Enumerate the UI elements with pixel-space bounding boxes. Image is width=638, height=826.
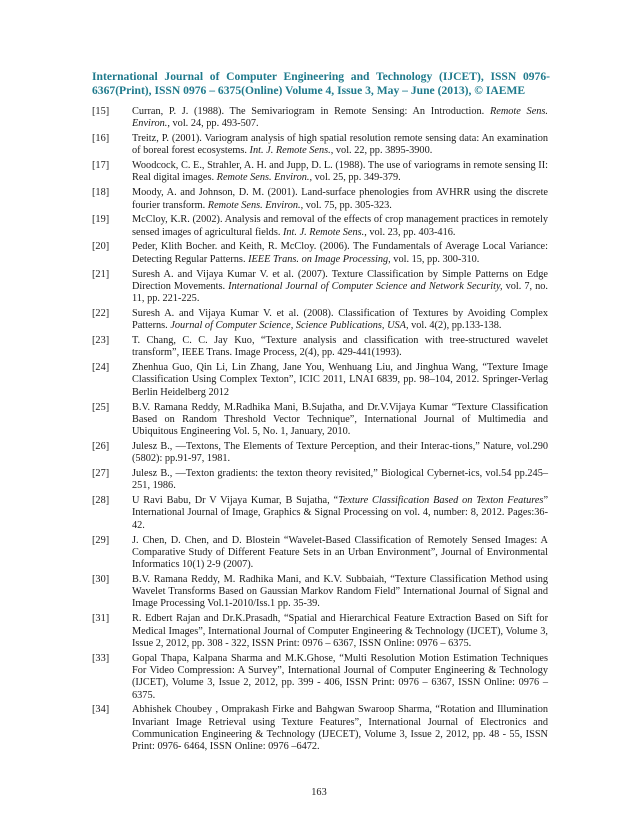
reference-number: [17] — [92, 160, 110, 172]
reference-text — [132, 269, 548, 306]
reference-segment: R. Edbert Rajan and Dr.K.Prasadh, “Spatial and Hierarchical Feature Extraction Based on Sift for Medical Images”, International Journal of Computer Engineering & Technology (IJCET), Volume 3, Issue 2, 2012, pp. 308 - 322, ISSN Print: 0976 – 6367, ISSN Online: 0976 – 6375. — [132, 613, 548, 649]
reference-list — [92, 106, 548, 756]
reference-segment: Treitz, P. (2001). Variogram analysis of high spatial resolution remote sensing data: An examination of boreal forest ecosystems. — [132, 133, 548, 157]
reference-number: [15] — [92, 106, 110, 117]
reference-item — [92, 441, 548, 466]
reference-italic-segment: IEEE Trans. on Image Processing, — [248, 253, 391, 265]
reference-item — [92, 187, 548, 212]
reference-segment: Moody, A. and Johnson, D. M. (2001). Land-surface phenologies from AVHRR using the discrete fourier transform. — [132, 187, 548, 211]
reference-text — [132, 106, 548, 131]
reference-segment: , vol. 23, pp. 403-416. — [364, 226, 456, 238]
reference-segment: vol. 7, no. 11, pp. 221-225. — [132, 280, 548, 305]
reference-number: [20] — [92, 241, 110, 253]
reference-italic-segment: Texture Classification Based on Texton Features — [338, 495, 544, 507]
reference-item — [92, 106, 548, 131]
reference-segment: Abhishek Choubey , Omprakash Firke and Bahgwan Swaroop Sharma, “Rotation and Illumination Invariant Image Retrieval using Texture Features”, International Journal of Electronics and Communication Engineering & Technology (IJECET), Volume 3, Issue 2, 2012, pp. 48 - 55, ISSN Print: 0976- 6464, ISSN Online: 0976 –6472. — [132, 704, 548, 753]
reference-item — [92, 133, 548, 158]
reference-italic-segment: Journal of Computer Science, Science Publications, USA, — [170, 320, 409, 332]
reference-item — [92, 241, 548, 266]
reference-number: [16] — [92, 133, 110, 145]
reference-number: [26] — [92, 440, 110, 452]
reference-segment: vol. 15, pp. 300-310. — [390, 253, 480, 265]
reference-segment: , vol. 75, pp. 305-323. — [300, 199, 392, 211]
reference-segment: T. Chang, C. C. Jay Kuo, “Texture analysis and classification with tree-structured wavelet transform”, IEEE Trans. Image Process, 2(4), pp. 429-441(1993). — [132, 335, 548, 359]
reference-text — [132, 441, 548, 466]
reference-number: [30] — [92, 573, 110, 585]
reference-text — [132, 308, 548, 333]
reference-segment: Gopal Thapa, Kalpana Sharma and M.K.Ghose, “Multi Resolution Motion Estimation Techniques For Video Compression: A Survey”, International Journal of Computer Engineering & Technology (IJCET), Volume 3, Issue 2, 2012, pp. 399 - 406, ISSN Print: 0976 – 6367, ISSN Online: 0976 – 6375. — [132, 652, 548, 701]
reference-number: [19] — [92, 214, 110, 226]
reference-number: [29] — [92, 534, 110, 546]
reference-italic-segment: Int. J. Remote Sens. — [282, 226, 365, 238]
reference-segment: Woodcock, C. E., Strahler, A. H. and Jupp, D. L. (1988). The use of variograms in remote sensing II: Real digital images. — [132, 160, 548, 184]
reference-text — [132, 133, 548, 158]
reference-italic-segment: Remote Sens. Environ. — [207, 199, 301, 211]
reference-text — [132, 214, 548, 239]
reference-text — [132, 613, 548, 650]
reference-number: [34] — [92, 704, 110, 716]
reference-segment: Curran, P. J. (1988). The Semivariogram in Remote Sensing: An Introduction. — [132, 106, 490, 117]
reference-segment: , vol. 22, pp. 3895-3900. — [330, 145, 433, 157]
reference-number: [28] — [92, 495, 110, 507]
reference-text — [132, 704, 548, 753]
reference-item — [92, 308, 548, 333]
reference-item — [92, 704, 548, 753]
reference-text — [132, 495, 548, 532]
reference-segment: McCloy, K.R. (2002). Analysis and removal of the effects of crop management practices in remotely sensed images of agricultural fields. — [132, 214, 548, 238]
reference-number: [24] — [92, 362, 110, 374]
reference-italic-segment: Int. J. Remote Sens. — [249, 145, 331, 157]
reference-item — [92, 535, 548, 572]
reference-number: [27] — [92, 468, 110, 480]
reference-number: [25] — [92, 401, 110, 413]
reference-text — [132, 574, 548, 611]
reference-segment: Suresh A. and Vijaya Kumar V. et al. (2007). Texture Classification by Simple Patterns on Edge Direction Movements. — [132, 268, 548, 292]
reference-italic-segment: Remote Sens. Environ. — [132, 106, 548, 130]
reference-item — [92, 269, 548, 306]
reference-text — [132, 187, 548, 212]
reference-item — [92, 335, 548, 360]
reference-number: [22] — [92, 307, 110, 319]
reference-italic-segment: International Journal of Computer Science and Network Security, — [228, 280, 503, 292]
reference-text — [132, 160, 548, 185]
reference-text — [132, 335, 548, 360]
reference-number: [33] — [92, 652, 110, 664]
reference-number: [23] — [92, 335, 110, 347]
reference-number: [18] — [92, 187, 110, 199]
reference-italic-segment: Remote Sens. Environ. — [216, 172, 310, 184]
page-number: 163 — [311, 787, 327, 798]
reference-number: [31] — [92, 613, 110, 625]
reference-text — [132, 402, 548, 439]
reference-text — [132, 241, 548, 266]
reference-number: [21] — [92, 268, 110, 280]
reference-text — [132, 362, 548, 399]
reference-segment: , vol. 25, pp. 349-379. — [309, 172, 401, 184]
reference-item — [92, 402, 548, 439]
reference-segment: B.V. Ramana Reddy, M. Radhika Mani, and K.V. Subbaiah, “Texture Classification Method using Wavelet Transforms Based on Gaussian Markov Random Field” International Journal of Signal and Image Processing Vol.1-2010/Iss.1 pp. 35-39. — [132, 573, 548, 610]
reference-segment: , vol. 24, pp. 493-507. — [167, 118, 259, 130]
reference-text — [132, 653, 548, 702]
reference-segment: Zhenhua Guo, Qin Li, Lin Zhang, Jane You, Wenhuang Liu, and Jinghua Wang, “Texture Image Classification Using Complex Texton”, ICIC 2011, LNAI 6839, pp. 98–104, 2012. Springer-Verlag Berlin Heidelberg 2012 — [132, 362, 548, 398]
reference-item — [92, 214, 548, 239]
reference-segment: ” International Journal of Image, Graphics & Signal Processing on vol. 4, number: 8, 2012. Pages:36-42. — [132, 495, 549, 531]
reference-text — [132, 468, 548, 493]
reference-item — [92, 653, 548, 702]
reference-item — [92, 468, 548, 493]
reference-item — [92, 160, 548, 185]
reference-segment: Suresh A. and Vijaya Kumar V. et al. (2008). Classification of Textures by Avoiding Complex Patterns. — [132, 307, 548, 332]
reference-segment: Peder, Klith Bocher. and Keith, R. McCloy. (2006). The Fundamentals of Average Local Variance: Detecting Regular Patterns. — [132, 241, 548, 265]
reference-segment: U Ravi Babu, Dr V Vijaya Kumar, B Sujatha, “ — [132, 495, 339, 507]
reference-segment: vol. 4(2), pp.133-138. — [408, 320, 502, 332]
reference-item — [92, 574, 548, 611]
reference-segment: Julesz B., ―Texton gradients: the texton theory revisited,” Biological Cybernet-ics, vol.54 pp.245–251, 1986. — [132, 468, 548, 492]
reference-item — [92, 495, 548, 532]
reference-text — [132, 535, 548, 572]
reference-item — [92, 613, 548, 650]
reference-item — [92, 362, 548, 399]
journal-header: International Journal of Computer Engineering and Technology (IJCET), ISSN 0976-6367(Print), ISSN 0976 – 6375(Online) Volume 4, Issue 3, May – June (2013), © IAEME — [92, 70, 550, 97]
reference-segment: B.V. Ramana Reddy, M.Radhika Mani, B.Sujatha, and Dr.V.Vijaya Kumar “Texture Classification Based on Random Threshold Vector Technique”, International Journal of Multimedia and Ubiquitous Engineering Vol. 5, No. 1, January, 2010. — [132, 401, 548, 438]
reference-segment: J. Chen, D. Chen, and D. Blostein “Wavelet-Based Classification of Remotely Sensed Images: A Comparative Study of Different Feature Sets in an Urban Environment”, Journal of Environmental Informatics 10(1) 2-9 (2007). — [132, 534, 548, 571]
reference-segment: Julesz B., ―Textons, The Elements of Texture Perception, and their Interac-tions,” Nature, vol.290 (5802): pp.91-97, 1981. — [132, 440, 548, 465]
